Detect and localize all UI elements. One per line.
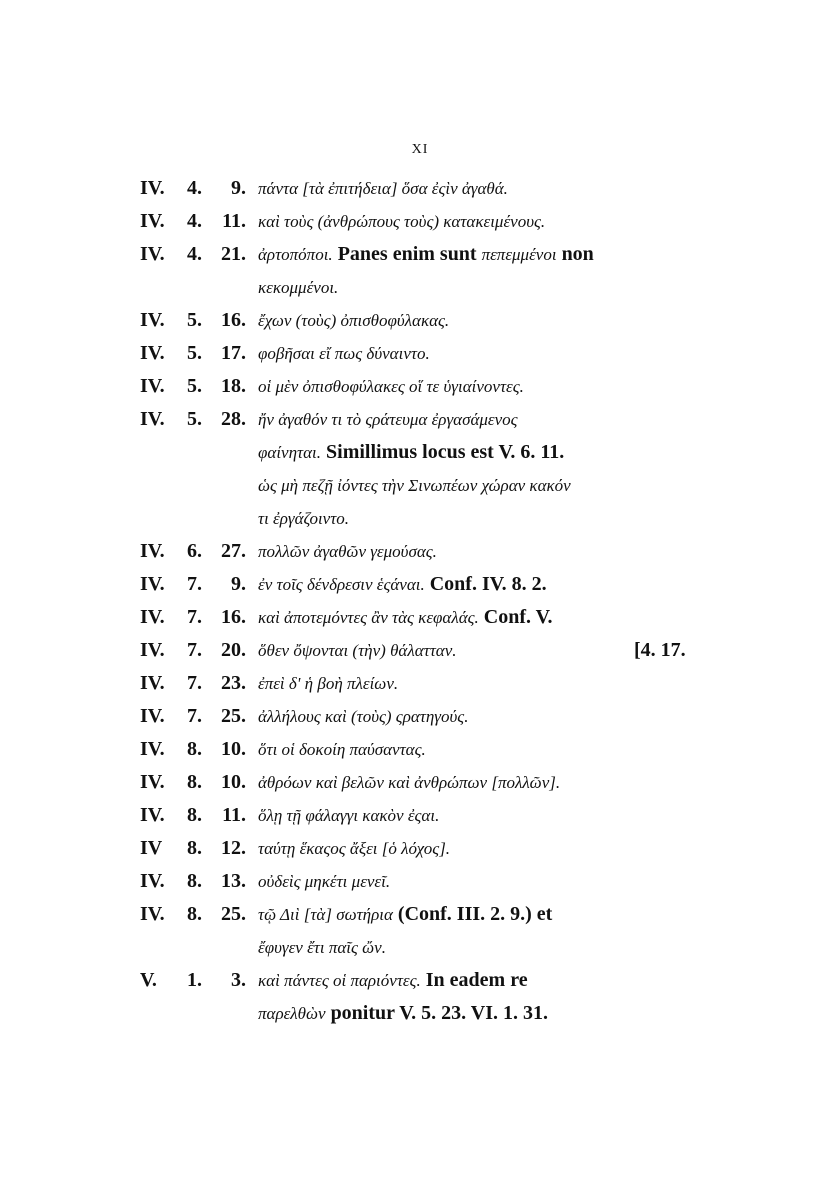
entry-line xyxy=(140,766,700,799)
greek-text: παρελθὼν xyxy=(258,1004,326,1023)
greek-text: ὅτι οἱ δοκοίη παύσαντας. xyxy=(258,740,426,759)
entry-line xyxy=(140,634,700,667)
entry xyxy=(140,172,700,205)
greek-text: ἐπεὶ δ' ἡ βοὴ πλείων. xyxy=(258,674,399,693)
greek-text: τῷ Διὶ [τὰ] σωτήρια xyxy=(258,905,393,924)
book-ref: IV. xyxy=(140,804,165,826)
chapter-ref: 4. xyxy=(187,177,202,199)
entry-text xyxy=(258,172,508,205)
greek-text: ἔφυγεν ἔτι παῖς ὤν. xyxy=(258,938,386,957)
entry-line xyxy=(140,304,700,337)
section-ref: 11. xyxy=(222,804,246,826)
chapter-ref: 7. xyxy=(187,705,202,727)
book-ref: IV. xyxy=(140,903,165,925)
section-ref: 25. xyxy=(221,903,246,925)
section-ref: 3. xyxy=(231,969,246,991)
chapter-ref: 8. xyxy=(187,804,202,826)
entry-line xyxy=(140,205,700,238)
entry-text xyxy=(258,898,552,931)
greek-text: καὶ τοὺς (ἀνθρώπους τοὺς) κατακειμένους. xyxy=(258,212,546,231)
book-ref: IV. xyxy=(140,342,165,364)
entry-line xyxy=(140,997,700,1030)
book-ref: IV. xyxy=(140,408,165,430)
book-ref: V. xyxy=(140,969,157,991)
entry-line xyxy=(140,172,700,205)
entry-line xyxy=(140,865,700,898)
greek-text: ὅθεν ὄψονται (τὴν) θάλατταν. xyxy=(258,641,457,660)
book-ref: IV. xyxy=(140,870,165,892)
section-ref: 27. xyxy=(221,540,246,562)
entry-line xyxy=(140,733,700,766)
entry-text xyxy=(258,205,545,238)
entry-text xyxy=(258,997,548,1030)
entry-text xyxy=(258,931,386,964)
latin-text: non xyxy=(556,243,594,265)
chapter-ref: 6. xyxy=(187,540,202,562)
chapter-ref: 5. xyxy=(187,408,202,430)
greek-text: καὶ ἀποτεμόντες ἂν τὰς κεφαλάς. xyxy=(258,608,479,627)
entry-text xyxy=(258,865,390,898)
latin-text: Conf. IV. 8. 2. xyxy=(424,573,547,595)
entry xyxy=(140,205,700,238)
entry xyxy=(140,898,700,964)
entry-text xyxy=(258,370,524,403)
section-ref: 13. xyxy=(221,870,246,892)
greek-text: φαίνηται. xyxy=(258,443,322,462)
entry-line xyxy=(140,964,700,997)
entry-text xyxy=(258,601,553,634)
entry-text xyxy=(258,535,437,568)
entry-line xyxy=(140,370,700,403)
entry-line xyxy=(140,832,700,865)
entry-text xyxy=(258,964,528,997)
book-ref: IV. xyxy=(140,705,165,727)
chapter-ref: 5. xyxy=(187,309,202,331)
chapter-ref: 8. xyxy=(187,837,202,859)
book-ref: IV. xyxy=(140,573,165,595)
entry xyxy=(140,700,700,733)
entry-line xyxy=(140,469,700,502)
entry xyxy=(140,865,700,898)
book-ref: IV. xyxy=(140,375,165,397)
greek-text: ἤν ἀγαθόν τι τὸ ςράτευμα ἐργασάμενος xyxy=(258,410,518,429)
entry-text xyxy=(258,238,594,271)
entry xyxy=(140,304,700,337)
entry-text xyxy=(258,403,518,436)
greek-text: πεπεμμένοι xyxy=(481,245,557,264)
entry-text xyxy=(258,271,338,304)
latin-text: (Conf. III. 2. 9.) et xyxy=(392,903,553,925)
entry-line xyxy=(140,898,700,931)
chapter-ref: 4. xyxy=(187,243,202,265)
entry xyxy=(140,733,700,766)
book-ref: IV. xyxy=(140,738,165,760)
chapter-ref: 8. xyxy=(187,771,202,793)
section-ref: 17. xyxy=(221,342,246,364)
entry-line xyxy=(140,700,700,733)
entry xyxy=(140,403,700,535)
entry-line xyxy=(140,271,700,304)
greek-text: πάντα [τὰ ἐπιτήδεια] ὅσα ἐςὶν ἀγαθά. xyxy=(258,179,508,198)
entry-line xyxy=(140,601,700,634)
book-ref: IV xyxy=(140,837,163,859)
chapter-ref: 7. xyxy=(187,606,202,628)
entry xyxy=(140,238,700,304)
greek-text: ὅλῃ τῇ φάλαγγι κακὸν ἐςαι. xyxy=(258,806,440,825)
section-ref: 25. xyxy=(221,705,246,727)
entry-line xyxy=(140,403,700,436)
greek-text: ἀθρόων καὶ βελῶν καὶ ἀνθρώπων [πολλῶν]. xyxy=(258,773,561,792)
latin-text: Simillimus locus est V. 6. 11. xyxy=(321,441,565,463)
book-ref: IV. xyxy=(140,243,165,265)
section-ref: 16. xyxy=(221,606,246,628)
entry-line xyxy=(140,436,700,469)
book-ref: IV. xyxy=(140,639,165,661)
entry-text xyxy=(258,568,547,601)
section-ref: 12. xyxy=(221,837,246,859)
section-ref: 10. xyxy=(221,738,246,760)
latin-text: Conf. V. xyxy=(478,606,553,628)
entry-text xyxy=(258,766,560,799)
entry-text xyxy=(258,502,349,535)
latin-text: Panes enim sunt xyxy=(332,243,482,265)
entry-line xyxy=(140,238,700,271)
greek-text: ἀρτοπόποι. xyxy=(258,245,333,264)
section-ref: 16. xyxy=(221,309,246,331)
greek-text: πολλῶν ἀγαθῶν γεμούσας. xyxy=(258,542,437,561)
greek-text: οἱ μὲν ὀπισθοφύλακες οἵ τε ὑγιαίνοντες. xyxy=(258,377,524,396)
entry xyxy=(140,667,700,700)
entry-line xyxy=(140,931,700,964)
section-ref: 18. xyxy=(221,375,246,397)
greek-text: φοβῆσαι εἴ πως δύναιντο. xyxy=(258,344,430,363)
section-ref: 11. xyxy=(222,210,246,232)
margin-note: [4. 17. xyxy=(634,639,686,661)
chapter-ref: 7. xyxy=(187,639,202,661)
greek-text: ἔχων (τοὺς) ὀπισθοφύλακας. xyxy=(258,311,450,330)
chapter-ref: 7. xyxy=(187,672,202,694)
section-ref: 10. xyxy=(221,771,246,793)
entry xyxy=(140,568,700,601)
entry xyxy=(140,634,700,667)
greek-text: οὐδεὶς μηκέτι μενεῖ. xyxy=(258,872,391,891)
book-ref: IV. xyxy=(140,210,165,232)
greek-text: ὡς μὴ πεζῇ ἰόντες τὴν Σινωπέων χώραν κακόν xyxy=(258,476,571,495)
latin-text: In eadem re xyxy=(420,969,528,991)
entry-text xyxy=(258,799,439,832)
book-ref: IV. xyxy=(140,309,165,331)
greek-text: τι ἐργάζοιντο. xyxy=(258,509,350,528)
section-ref: 20. xyxy=(221,639,246,661)
chapter-ref: 8. xyxy=(187,738,202,760)
entry-line xyxy=(140,568,700,601)
entry-line xyxy=(140,667,700,700)
entry-line xyxy=(140,799,700,832)
book-ref: IV. xyxy=(140,606,165,628)
entry-line xyxy=(140,535,700,568)
entry-text xyxy=(258,667,398,700)
greek-text: καὶ πάντες οἱ παριόντες. xyxy=(258,971,421,990)
entry-text xyxy=(258,436,564,469)
entry-line xyxy=(140,502,700,535)
book-ref: IV. xyxy=(140,177,165,199)
book-ref: IV. xyxy=(140,771,165,793)
page-number: XI xyxy=(411,142,429,157)
book-ref: IV. xyxy=(140,540,165,562)
entry-text xyxy=(258,700,468,733)
chapter-ref: 5. xyxy=(187,375,202,397)
entry xyxy=(140,964,700,1030)
section-ref: 9. xyxy=(231,573,246,595)
entry-text xyxy=(258,469,571,502)
section-ref: 9. xyxy=(231,177,246,199)
section-ref: 28. xyxy=(221,408,246,430)
entry xyxy=(140,370,700,403)
greek-text: ἐν τοῖς δένδρεσιν ἑςάναι. xyxy=(258,575,425,594)
greek-text: κεκομμένοι. xyxy=(258,278,339,297)
entry xyxy=(140,337,700,370)
entry xyxy=(140,832,700,865)
section-ref: 21. xyxy=(221,243,246,265)
entry-text xyxy=(258,304,449,337)
entry-text xyxy=(258,337,430,370)
greek-text: ταύτῃ ἕκαςος ἄξει [ὁ λόχος]. xyxy=(258,839,451,858)
entry-text xyxy=(258,832,450,865)
chapter-ref: 8. xyxy=(187,903,202,925)
latin-text: ponitur V. 5. 23. VI. 1. 31. xyxy=(325,1002,549,1024)
entry-text xyxy=(258,634,457,667)
section-ref: 23. xyxy=(221,672,246,694)
chapter-ref: 5. xyxy=(187,342,202,364)
entry xyxy=(140,535,700,568)
entry xyxy=(140,766,700,799)
chapter-ref: 8. xyxy=(187,870,202,892)
chapter-ref: 7. xyxy=(187,573,202,595)
book-ref: IV. xyxy=(140,672,165,694)
entry-line xyxy=(140,337,700,370)
chapter-ref: 4. xyxy=(187,210,202,232)
entry xyxy=(140,601,700,634)
greek-text: ἀλλήλους καὶ (τοὺς) ςρατηγούς. xyxy=(258,707,469,726)
entry-text xyxy=(258,733,426,766)
chapter-ref: 1. xyxy=(187,969,202,991)
entry xyxy=(140,799,700,832)
